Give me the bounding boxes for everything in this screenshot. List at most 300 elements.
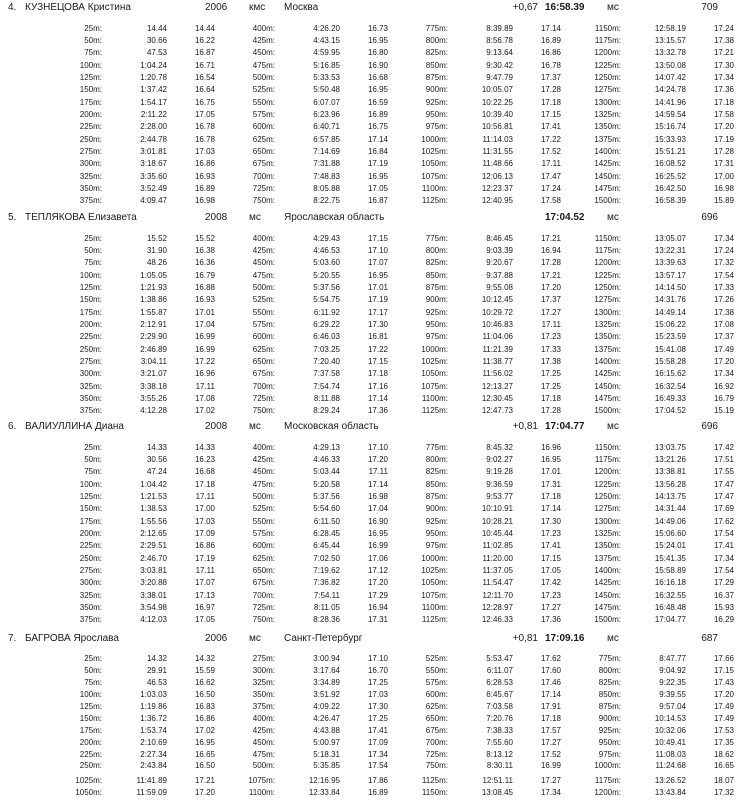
- split-time: 6:46.03: [313, 332, 340, 342]
- split-distance: 175m:: [79, 725, 102, 735]
- split-time: 1:20.78: [140, 73, 167, 83]
- split-time: 16:08.52: [654, 159, 686, 169]
- split-distance: 325m:: [79, 171, 102, 181]
- split-distance: 1325m:: [594, 529, 621, 539]
- split-lap: 17.05: [194, 110, 215, 120]
- split-lap: 17.30: [713, 60, 734, 70]
- split-time: 6:11.50: [313, 516, 340, 526]
- split-distance: 1425m:: [594, 369, 621, 379]
- split-lap: 17.60: [540, 666, 561, 676]
- split-lap: 17.30: [367, 702, 388, 711]
- split-distance: 1050m:: [421, 369, 448, 379]
- split-lap: 17.91: [540, 702, 561, 711]
- split-time: 4:26.20: [313, 23, 340, 33]
- split-distance: 400m:: [252, 233, 275, 243]
- split-time: 17:04.77: [654, 615, 686, 625]
- split-time: 16:16.18: [654, 578, 686, 588]
- split-distance: 975m:: [598, 749, 621, 759]
- split-distance: 225m:: [79, 332, 102, 342]
- split-distance: 350m:: [252, 690, 275, 700]
- split-distance: 875m:: [425, 73, 448, 83]
- split-lap: 17.05: [367, 184, 388, 194]
- split-lap: 17.41: [540, 122, 561, 132]
- split-lap: 18.62: [713, 749, 734, 759]
- split-lap: 17.17: [367, 307, 388, 317]
- split-lap: 17.24: [713, 246, 734, 256]
- split-lap: 16.95: [194, 737, 215, 747]
- split-lap: 17.25: [367, 678, 388, 688]
- split-lap: 16.95: [367, 85, 388, 95]
- split-distance: 1375m:: [594, 553, 621, 563]
- split-time: 5:37.56: [313, 492, 340, 502]
- split-time: 3:03.81: [140, 566, 167, 576]
- split-time: 2:12.65: [140, 529, 167, 539]
- split-distance: 650m:: [252, 357, 275, 367]
- split-distance: 1300m:: [594, 307, 621, 317]
- split-time: 3:52.49: [140, 184, 167, 194]
- split-lap: 17.21: [540, 270, 561, 280]
- split-distance: 50m:: [84, 455, 102, 465]
- split-lap: 17.21: [194, 776, 215, 786]
- split-distance: 75m:: [84, 48, 102, 58]
- split-lap: 17.58: [540, 196, 561, 206]
- split-time: 2:10.69: [140, 737, 167, 747]
- swimmer-birth-year: 2006: [205, 2, 228, 13]
- splits-table: [42, 232, 734, 417]
- split-lap: 16.99: [194, 344, 215, 354]
- split-time: 8:11.88: [313, 394, 340, 404]
- split-time: 9:47.79: [486, 73, 513, 83]
- split-distance: 500m:: [252, 761, 275, 771]
- split-time: 8:28.36: [313, 615, 340, 625]
- split-time: 13:03.75: [654, 442, 686, 452]
- split-lap: 17.24: [713, 23, 734, 33]
- split-lap: 17.57: [540, 725, 561, 735]
- split-lap: 17.18: [367, 369, 388, 379]
- split-distance: 150m:: [79, 504, 102, 514]
- split-time: 9:19.28: [486, 467, 513, 477]
- split-lap: 16.78: [540, 60, 561, 70]
- split-time: 13:22.31: [654, 246, 686, 256]
- split-time: 12:33.84: [308, 788, 340, 798]
- split-time: 46.53: [146, 678, 167, 688]
- split-lap: 17.07: [367, 258, 388, 268]
- split-lap: 17.62: [713, 516, 734, 526]
- split-distance: 1475m:: [594, 394, 621, 404]
- split-distance: 1000m:: [421, 553, 448, 563]
- split-lap: 16.68: [194, 467, 215, 477]
- split-time: 14:24.78: [654, 85, 686, 95]
- split-lap: 17.18: [194, 479, 215, 489]
- split-distance: 600m:: [252, 541, 275, 551]
- split-time: 7:14.69: [313, 147, 340, 157]
- split-time: 1:37.42: [140, 85, 167, 95]
- split-distance: 425m:: [252, 36, 275, 46]
- fina-points: 696: [701, 212, 718, 223]
- split-distance: 25m:: [84, 23, 102, 33]
- split-distance: 950m:: [425, 529, 448, 539]
- split-lap: 17.28: [540, 258, 561, 268]
- split-distance: 1375m:: [594, 134, 621, 144]
- split-lap: 16.79: [194, 270, 215, 280]
- split-distance: 1125m:: [421, 615, 448, 625]
- split-lap: 17.20: [713, 357, 734, 367]
- split-time: 5:54.60: [313, 504, 340, 514]
- split-time: 11:04.06: [482, 332, 513, 342]
- split-lap: 17.20: [713, 122, 734, 132]
- split-time: 10:05.07: [481, 85, 513, 95]
- split-time: 1:53.74: [140, 725, 167, 735]
- split-time: 8:45.32: [486, 442, 513, 452]
- split-time: 7:55.60: [486, 737, 513, 747]
- split-lap: 16.89: [367, 788, 388, 798]
- split-distance: 575m:: [425, 678, 448, 688]
- split-time: 2:29.51: [140, 541, 167, 551]
- split-lap: 17.20: [713, 690, 734, 700]
- split-distance: 950m:: [425, 110, 448, 120]
- split-lap: 17.20: [194, 788, 215, 798]
- split-lap: 16.38: [194, 246, 215, 256]
- achieved-rank: мс: [607, 2, 619, 13]
- split-lap: 17.14: [540, 504, 561, 514]
- split-distance: 975m:: [425, 122, 448, 132]
- split-distance: 400m:: [252, 713, 275, 723]
- split-lap: 17.38: [540, 357, 561, 367]
- split-lap: 17.20: [367, 578, 388, 588]
- split-distance: 1450m:: [594, 381, 621, 391]
- split-distance: 125m:: [79, 73, 102, 83]
- split-time: 12:51.11: [482, 776, 513, 786]
- split-distance: 125m:: [79, 702, 102, 711]
- split-time: 12:47.73: [481, 406, 513, 416]
- split-distance: 725m:: [252, 603, 275, 613]
- split-time: 48.26: [146, 258, 167, 268]
- split-lap: 16.98: [194, 196, 215, 206]
- split-distance: 225m:: [79, 541, 102, 551]
- split-time: 5:20.58: [313, 479, 340, 489]
- split-lap: 16.78: [194, 134, 215, 144]
- split-time: 47.53: [146, 48, 167, 58]
- split-distance: 350m:: [79, 184, 102, 194]
- split-time: 1:04.42: [140, 479, 167, 489]
- split-lap: 17.20: [367, 455, 388, 465]
- split-lap: 17.21: [540, 233, 561, 243]
- split-distance: 1050m:: [421, 159, 448, 169]
- split-distance: 1025m:: [75, 776, 102, 786]
- split-distance: 175m:: [79, 516, 102, 526]
- split-distance: 100m:: [79, 270, 102, 280]
- split-time: 16:25.52: [654, 171, 686, 181]
- split-distance: 1125m:: [421, 196, 448, 206]
- split-distance: 1500m:: [594, 196, 621, 206]
- split-lap: 15.59: [194, 666, 215, 676]
- split-distance: 1100m:: [421, 394, 448, 404]
- split-time: 4:46.53: [313, 246, 340, 256]
- split-time: 9:03.39: [486, 246, 513, 256]
- split-distance: 200m:: [79, 737, 102, 747]
- split-distance: 150m:: [79, 295, 102, 305]
- split-time: 1:38.86: [140, 295, 167, 305]
- split-distance: 1050m:: [75, 788, 102, 798]
- split-lap: 17.11: [195, 566, 215, 576]
- split-distance: 825m:: [425, 467, 448, 477]
- split-distance: 1075m:: [421, 171, 448, 181]
- split-time: 6:45.67: [486, 690, 513, 700]
- split-lap: 16.59: [367, 97, 388, 107]
- split-time: 1:05.05: [140, 270, 167, 280]
- split-distance: 600m:: [425, 690, 448, 700]
- split-time: 8:11.05: [313, 603, 340, 613]
- split-distance: 25m:: [84, 654, 102, 664]
- split-distance: 75m:: [84, 258, 102, 268]
- split-lap: 17.05: [194, 615, 215, 625]
- split-lap: 16.36: [194, 258, 215, 268]
- split-lap: 17.10: [367, 654, 388, 664]
- split-time: 2:11.22: [140, 110, 167, 120]
- split-lap: 17.42: [713, 442, 734, 452]
- split-lap: 17.34: [713, 553, 734, 563]
- split-lap: 17.14: [367, 394, 388, 404]
- split-lap: 17.54: [713, 566, 734, 576]
- split-time: 5:03.60: [313, 258, 340, 268]
- split-distance: 1300m:: [594, 516, 621, 526]
- split-distance: 525m:: [252, 295, 275, 305]
- split-distance: 1000m:: [594, 761, 621, 771]
- split-time: 17:04.52: [654, 406, 686, 416]
- split-time: 1:21.93: [140, 283, 167, 293]
- split-time: 15:33.93: [654, 134, 686, 144]
- split-time: 14:59.54: [654, 110, 686, 120]
- split-time: 16:58.39: [654, 196, 686, 206]
- split-time: 2:28.00: [140, 122, 167, 132]
- split-time: 8:29.24: [313, 406, 340, 416]
- split-distance: 525m:: [252, 85, 275, 95]
- split-distance: 1475m:: [594, 184, 621, 194]
- split-lap: 16.86: [194, 713, 215, 723]
- split-distance: 1100m:: [421, 603, 448, 613]
- split-distance: 1125m:: [421, 406, 448, 416]
- split-lap: 17.24: [540, 184, 561, 194]
- split-lap: 16.84: [367, 147, 388, 157]
- split-lap: 16.80: [367, 48, 388, 58]
- split-time: 11:56.02: [482, 369, 513, 379]
- split-lap: 16.29: [713, 615, 734, 625]
- split-distance: 1150m:: [594, 23, 621, 33]
- split-lap: 17.66: [713, 654, 734, 664]
- split-distance: 625m:: [252, 553, 275, 563]
- split-distance: 725m:: [425, 749, 448, 759]
- split-distance: 1000m:: [421, 344, 448, 354]
- split-lap: 17.14: [540, 23, 561, 33]
- swimmer-result-block: [0, 421, 750, 626]
- swimmer-place: 7.: [8, 633, 17, 644]
- split-time: 11:41.89: [136, 776, 167, 786]
- splits-table: [42, 653, 734, 799]
- split-lap: 16.50: [194, 690, 215, 700]
- split-lap: 17.02: [194, 725, 215, 735]
- split-time: 9:30.42: [486, 60, 513, 70]
- split-time: 5:54.75: [313, 295, 340, 305]
- split-lap: 16.68: [367, 73, 388, 83]
- split-lap: 17.09: [367, 737, 388, 747]
- split-lap: 16.95: [367, 171, 388, 181]
- split-time: 10:28.21: [481, 516, 513, 526]
- split-distance: 775m:: [598, 654, 621, 664]
- split-time: 11:08.03: [655, 749, 686, 759]
- split-time: 15:51.21: [654, 147, 686, 157]
- split-lap: 17.46: [540, 678, 561, 688]
- split-distance: 1050m:: [421, 578, 448, 588]
- split-time: 8:47.77: [659, 654, 686, 664]
- split-lap: 17.23: [540, 332, 561, 342]
- split-time: 15.52: [146, 233, 167, 243]
- split-distance: 925m:: [425, 516, 448, 526]
- split-time: 11:37.05: [482, 566, 513, 576]
- split-distance: 1150m:: [594, 442, 621, 452]
- split-time: 13:21.26: [654, 455, 686, 465]
- split-lap: 14.33: [194, 442, 215, 452]
- split-time: 14:07.42: [654, 73, 686, 83]
- split-time: 9:39.55: [659, 690, 686, 700]
- split-time: 9:22.35: [659, 678, 686, 688]
- split-lap: 16.50: [194, 761, 215, 771]
- split-lap: 17.30: [540, 516, 561, 526]
- split-time: 1:38.53: [140, 504, 167, 514]
- split-distance: 1500m:: [594, 615, 621, 625]
- split-lap: 17.23: [540, 529, 561, 539]
- split-time: 11:54.47: [482, 578, 513, 588]
- swimmer-rank: мс: [249, 212, 261, 223]
- split-lap: 16.98: [713, 184, 734, 194]
- split-time: 6:07.07: [313, 97, 340, 107]
- split-lap: 17.34: [713, 233, 734, 243]
- split-lap: 17.08: [194, 394, 215, 404]
- split-lap: 17.18: [540, 492, 561, 502]
- split-distance: 75m:: [84, 467, 102, 477]
- split-distance: 125m:: [79, 492, 102, 502]
- fina-points: 696: [701, 421, 718, 432]
- split-time: 10:45.44: [481, 529, 513, 539]
- split-distance: 450m:: [252, 258, 275, 268]
- split-lap: 17.18: [540, 394, 561, 404]
- split-distance: 50m:: [84, 36, 102, 46]
- split-distance: 750m:: [252, 406, 275, 416]
- split-time: 47.24: [146, 467, 167, 477]
- split-time: 15:06.22: [654, 320, 686, 330]
- split-time: 1:19.86: [140, 702, 167, 711]
- split-time: 13:05.07: [654, 233, 686, 243]
- split-time: 15:58.89: [654, 566, 686, 576]
- split-time: 15:58.28: [654, 357, 686, 367]
- split-lap: 17.42: [540, 578, 561, 588]
- split-distance: 425m:: [252, 246, 275, 256]
- split-time: 7:38.33: [486, 725, 513, 735]
- split-time: 14:49.06: [654, 516, 686, 526]
- split-lap: 16.89: [540, 36, 561, 46]
- split-time: 11:38.77: [482, 357, 513, 367]
- split-lap: 17.34: [713, 369, 734, 379]
- split-distance: 850m:: [598, 690, 621, 700]
- split-distance: 925m:: [425, 307, 448, 317]
- split-distance: 1475m:: [594, 603, 621, 613]
- swimmer-rank: кмс: [249, 2, 266, 13]
- swimmer-region: Москва: [284, 2, 319, 13]
- split-distance: 850m:: [425, 270, 448, 280]
- split-lap: 17.25: [540, 369, 561, 379]
- split-lap: 16.62: [194, 678, 215, 688]
- split-time: 3:38.18: [140, 381, 167, 391]
- split-time: 2:12.91: [140, 320, 167, 330]
- split-lap: 17.18: [713, 97, 734, 107]
- split-lap: 16.90: [367, 516, 388, 526]
- split-lap: 17.54: [713, 529, 734, 539]
- split-lap: 17.31: [540, 479, 561, 489]
- split-lap: 17.41: [367, 725, 388, 735]
- split-time: 16:42.50: [654, 184, 686, 194]
- split-distance: 550m:: [252, 516, 275, 526]
- split-distance: 200m:: [79, 110, 102, 120]
- split-time: 12:11.70: [482, 590, 513, 600]
- split-distance: 575m:: [252, 320, 275, 330]
- split-time: 14:49.14: [654, 307, 686, 317]
- split-lap: 16.54: [194, 73, 215, 83]
- split-time: 8:13.12: [486, 749, 513, 759]
- split-lap: 17.04: [367, 504, 388, 514]
- split-time: 2:46.70: [140, 553, 167, 563]
- split-lap: 17.33: [713, 283, 734, 293]
- split-lap: 17.34: [540, 788, 561, 798]
- split-distance: 1275m:: [594, 85, 621, 95]
- split-distance: 325m:: [79, 590, 102, 600]
- split-distance: 375m:: [79, 615, 102, 625]
- split-time: 4:26.47: [313, 713, 340, 723]
- swimmer-rank: мс: [249, 421, 261, 432]
- split-distance: 350m:: [79, 603, 102, 613]
- split-time: 15:41.08: [654, 344, 686, 354]
- split-lap: 16.64: [194, 85, 215, 95]
- split-lap: 17.14: [540, 690, 561, 700]
- split-lap: 17.58: [713, 110, 734, 120]
- split-distance: 650m:: [252, 566, 275, 576]
- split-time: 6:28.45: [313, 529, 340, 539]
- split-lap: 16.87: [367, 196, 388, 206]
- split-distance: 950m:: [598, 737, 621, 747]
- swimmer-result-block: [0, 212, 750, 417]
- split-lap: 17.54: [713, 270, 734, 280]
- split-lap: 17.15: [540, 110, 561, 120]
- split-lap: 17.34: [367, 749, 388, 759]
- split-lap: 17.15: [540, 553, 561, 563]
- split-time: 4:43.88: [313, 725, 340, 735]
- split-lap: 17.34: [713, 73, 734, 83]
- split-distance: 1225m:: [594, 479, 621, 489]
- swimmer-region: Санкт-Петербург: [284, 633, 363, 644]
- split-lap: 17.13: [194, 590, 215, 600]
- split-distance: 575m:: [252, 529, 275, 539]
- split-time: 6:57.85: [313, 134, 340, 144]
- split-distance: 1075m:: [421, 381, 448, 391]
- split-lap: 17.33: [540, 344, 561, 354]
- split-lap: 17.52: [540, 749, 561, 759]
- split-distance: 425m:: [252, 725, 275, 735]
- split-distance: 800m:: [598, 666, 621, 676]
- split-lap: 17.29: [367, 590, 388, 600]
- swimmer-header: [0, 212, 750, 229]
- split-lap: 17.14: [367, 134, 388, 144]
- split-distance: 1350m:: [594, 122, 621, 132]
- split-time: 12:58.19: [654, 23, 686, 33]
- split-lap: 17.47: [713, 492, 734, 502]
